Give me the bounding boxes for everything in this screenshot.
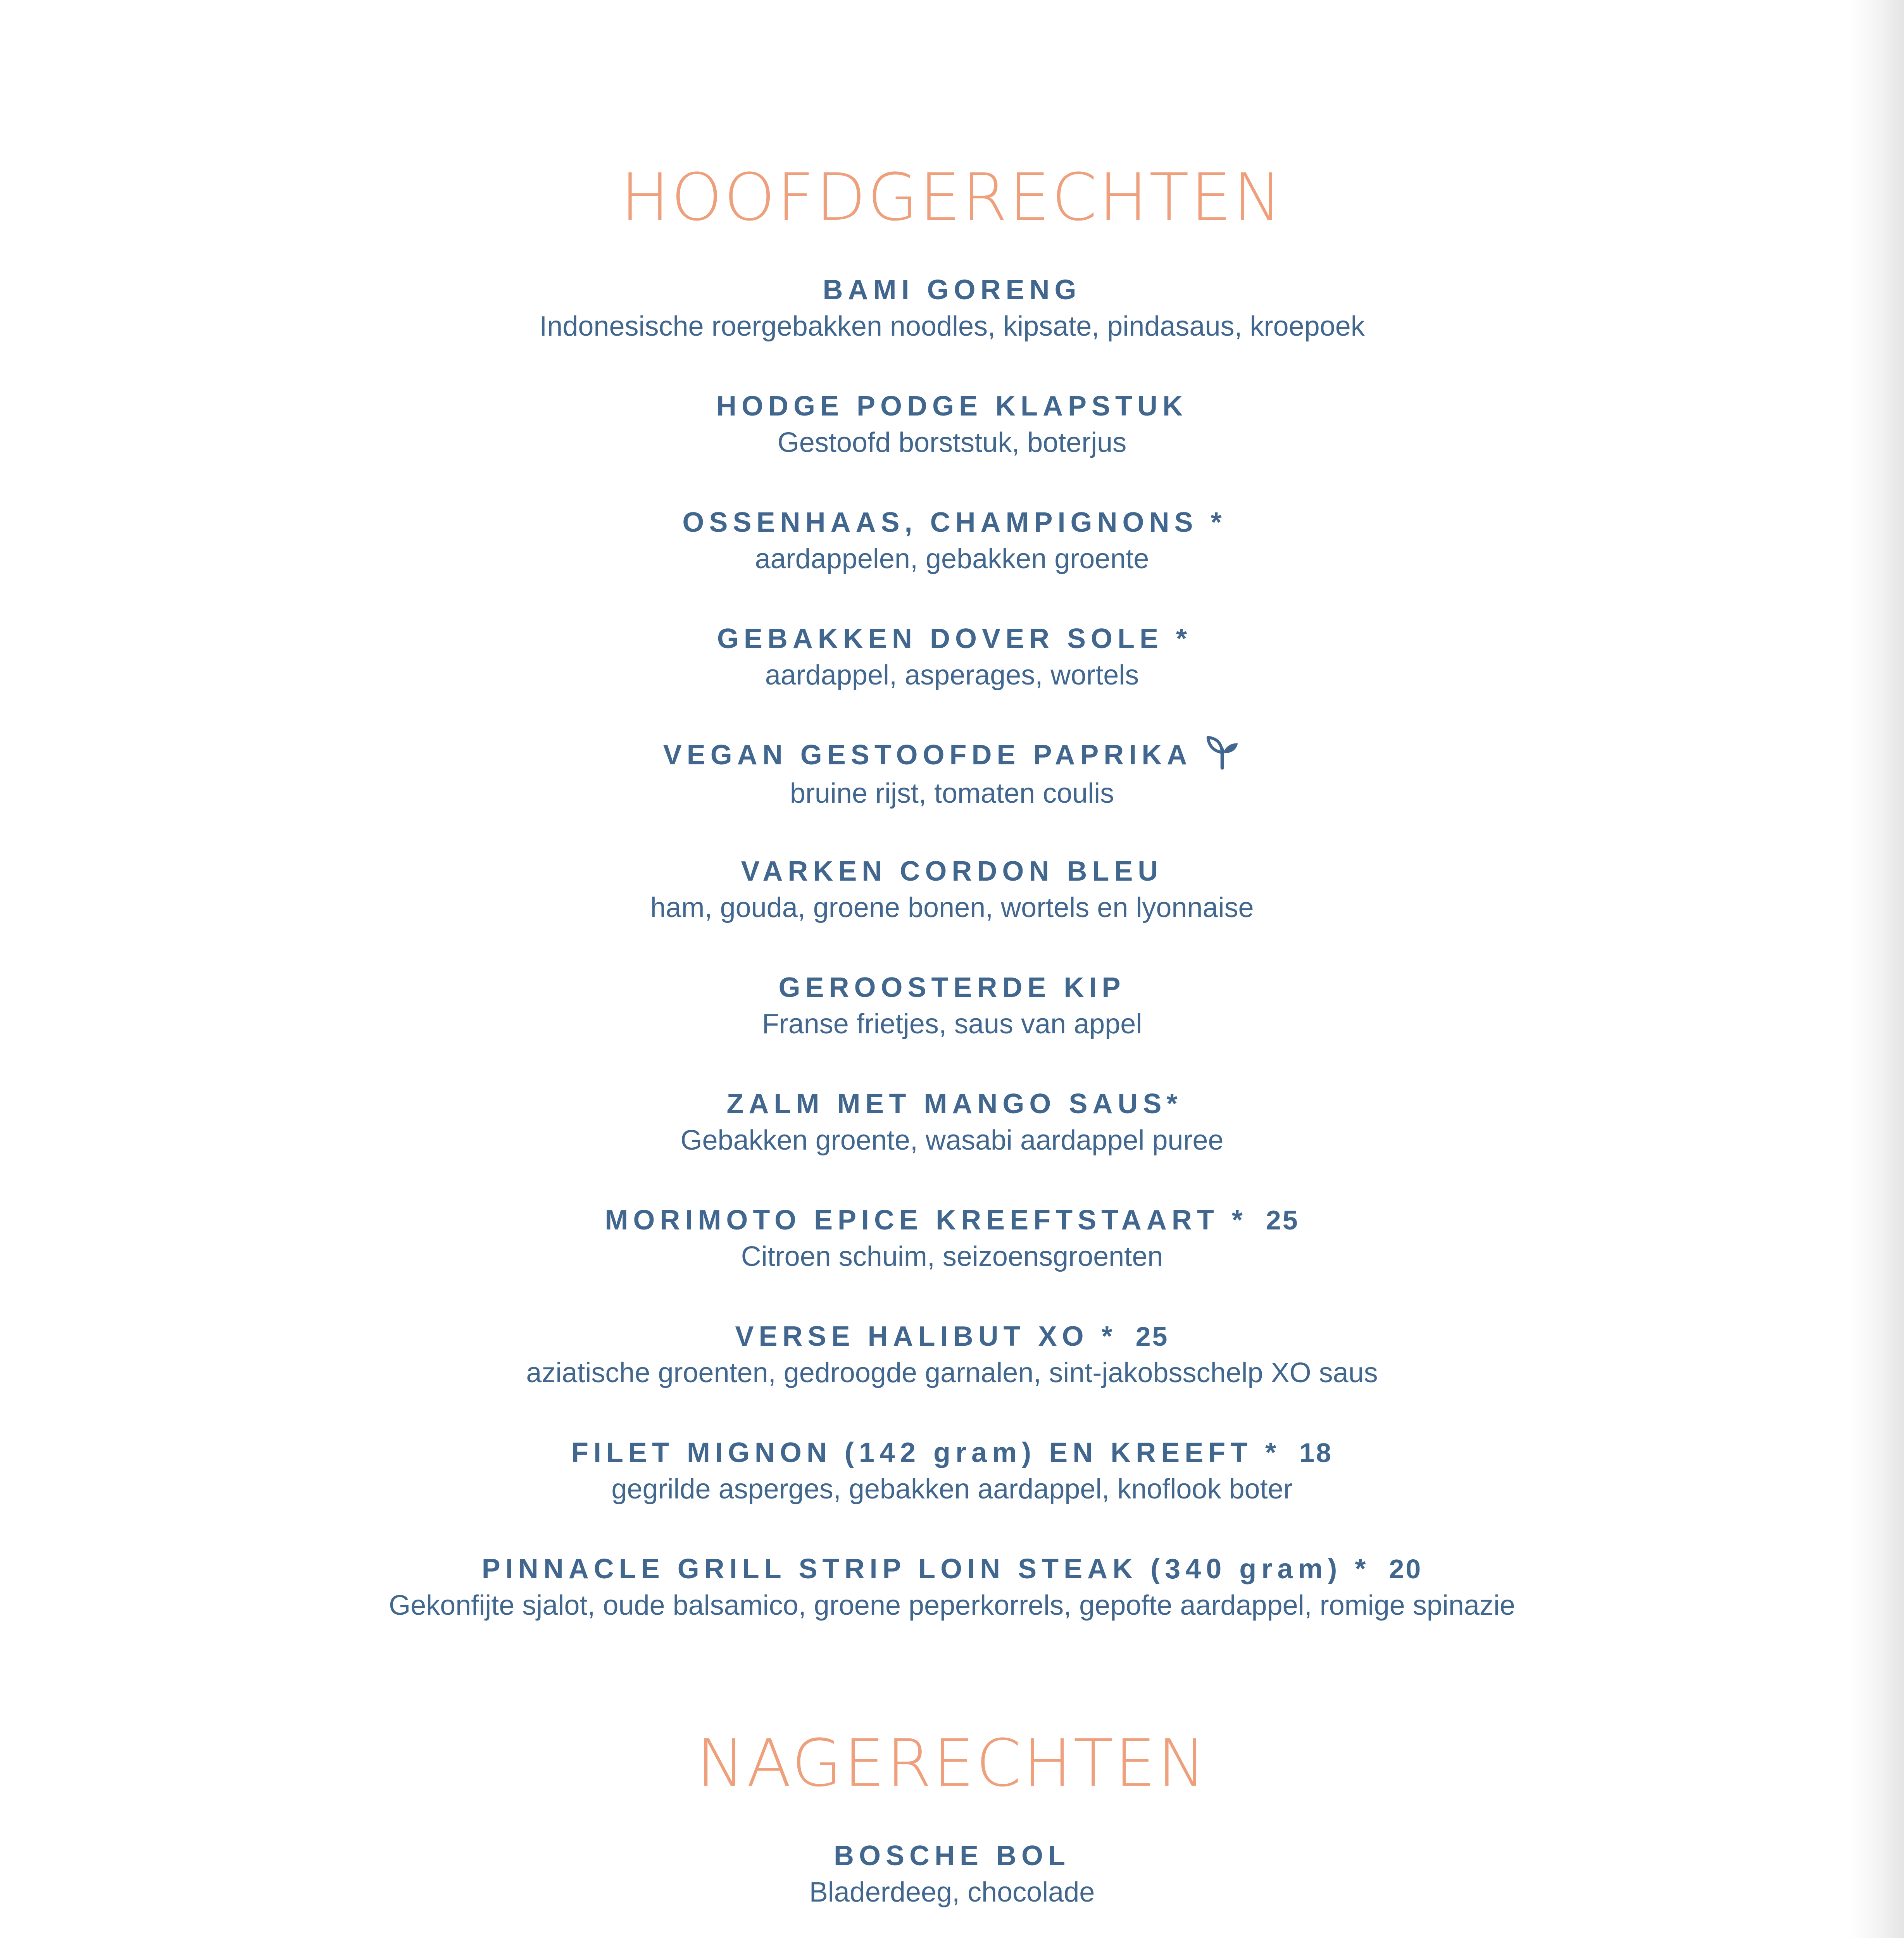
asterisk-mark: *	[1355, 1554, 1366, 1585]
asterisk-mark: *	[1231, 1205, 1243, 1236]
menu-item	[0, 974, 1904, 1038]
item-name: GEROOSTERDE KIP	[778, 972, 1126, 1003]
section-title-hoofdgerechten: HOOFDGERECHTEN	[620, 159, 1284, 235]
item-name: OSSENHAAS, CHAMPIGNONS *	[682, 507, 1222, 538]
item-description: ham, gouda, groene bonen, wortels en lyonnaise	[650, 892, 1254, 923]
item-name: VARKEN CORDON BLEU	[741, 856, 1163, 887]
item-description: Franse frietjes, saus van appel	[762, 1009, 1142, 1040]
asterisk-mark: *	[1176, 623, 1187, 654]
menu-item	[0, 857, 1904, 922]
menu-item	[0, 1206, 1904, 1271]
vegan-leaf-icon	[1204, 734, 1241, 771]
item-name: VERSE HALIBUT XO * 25	[735, 1321, 1169, 1352]
item-price: 25	[1266, 1205, 1299, 1235]
item-price: 20	[1389, 1554, 1423, 1584]
item-description: Indonesische roergebakken noodles, kipsate, pindasaus, kroepoek	[539, 311, 1365, 342]
menu-item	[0, 276, 1904, 340]
menu-item	[0, 1439, 1904, 1503]
item-name: FILET MIGNON (142 gram) EN KREEFT * 18	[571, 1437, 1333, 1468]
menu-item	[0, 392, 1904, 457]
menu-item	[0, 1322, 1904, 1387]
item-price: 25	[1135, 1321, 1169, 1352]
menu-item	[0, 741, 1904, 807]
asterisk-mark: *	[1101, 1321, 1112, 1352]
asterisk-mark: *	[1166, 1088, 1178, 1119]
item-description: aardappel, asperages, wortels	[765, 660, 1139, 691]
item-description: aziatische groenten, gedroogde garnalen, sint-jakobsschelp XO saus	[526, 1357, 1378, 1388]
menu-item	[0, 509, 1904, 573]
section-title-nagerechten: NAGERECHTEN	[696, 1725, 1208, 1801]
item-name: MORIMOTO EPICE KREEFTSTAART * 25	[605, 1205, 1299, 1236]
menu-item	[0, 625, 1904, 689]
item-name: BOSCHE BOL	[833, 1840, 1071, 1871]
menu-item	[0, 1090, 1904, 1154]
item-name: PINNACLE GRILL STRIP LOIN STEAK (340 gram) * 20	[481, 1554, 1423, 1585]
item-description: aardappelen, gebakken groente	[755, 543, 1149, 574]
menu-item	[0, 1555, 1904, 1619]
item-description: Bladerdeeg, chocolade	[809, 1877, 1095, 1908]
item-description: bruine rijst, tomaten coulis	[790, 778, 1114, 809]
item-name: GEBAKKEN DOVER SOLE *	[717, 623, 1187, 654]
scan-right-edge	[1850, 0, 1904, 1938]
item-description: Gestoofd borststuk, boterjus	[777, 427, 1127, 458]
item-description: gegrilde asperges, gebakken aardappel, knoflook boter	[611, 1474, 1293, 1505]
item-name: HODGE PODGE KLAPSTUK	[716, 391, 1188, 422]
menu-item	[0, 1842, 1904, 1906]
item-name: ZALM MET MANGO SAUS*	[726, 1088, 1178, 1119]
asterisk-mark: *	[1265, 1437, 1276, 1468]
item-description: Gekonfijte sjalot, oude balsamico, groene peperkorrels, gepofte aardappel, romige spinazie	[389, 1590, 1515, 1621]
item-name: BAMI GORENG	[823, 274, 1081, 305]
item-description: Gebakken groente, wasabi aardappel puree	[680, 1125, 1224, 1156]
item-description: Citroen schuim, seizoensgroenten	[741, 1241, 1163, 1272]
item-name: VEGAN GESTOOFDE PAPRIKA	[0, 741, 1904, 771]
asterisk-mark: *	[1211, 507, 1222, 538]
item-price: 18	[1299, 1438, 1333, 1468]
